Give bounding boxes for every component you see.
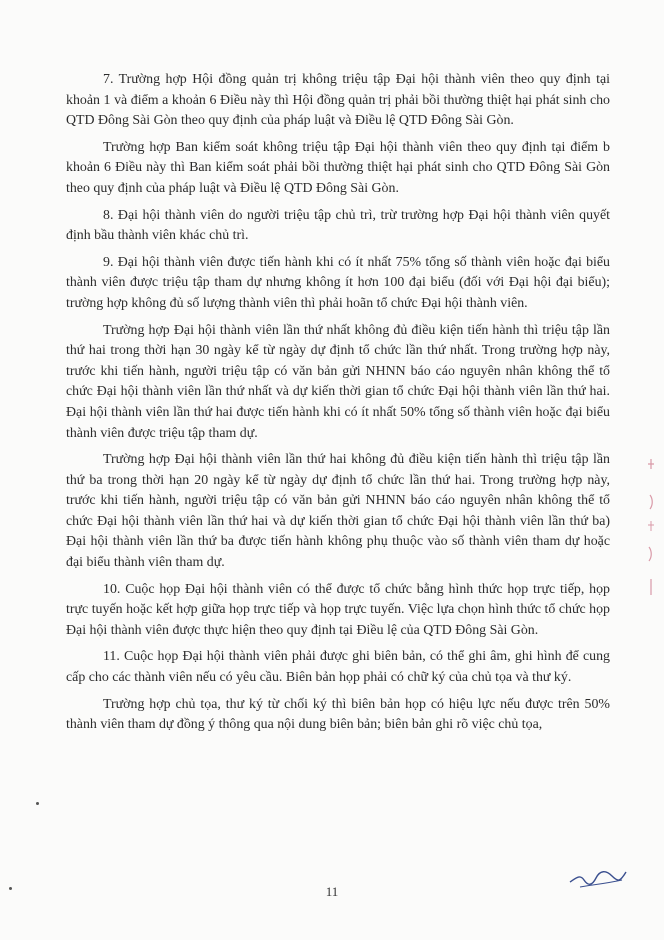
paragraph: 10. Cuộc họp Đại hội thành viên có thể được tổ chức bằng hình thức họp trực tiếp, họp trực tuyến hoặc kết hợp giữa họp trực tiếp và họp trực tuyến. Việc lựa chọn hình thức tổ chức họp Đại hội thành viên được thực hiện theo quy định tại Điều lệ của QTD Đông Sài Gòn. — [66, 581, 610, 638]
paragraph: Trường hợp Đại hội thành viên lần thứ hai không đủ điều kiện tiến hành thì triệu tập lần thứ ba trong thời hạn 20 ngày kể từ ngày dự định tổ chức lần thứ hai. Trong trường hợp này, trước khi tiến hành, người triệu tập có văn bản gửi NHNN báo cáo nguyên nhân không thể tổ chức Đại hội thành viên lần thứ hai và dự kiến thời gian tổ chức Đại hội thành viên lần thứ ba) Đại hội thành viên lần thứ ba được tiến hành không phụ thuộc vào số thành viên tham dự hoặc đại biểu thành viên tham dự. — [66, 452, 610, 571]
paragraph: 7. Trường hợp Hội đồng quản trị không triệu tập Đại hội thành viên theo quy định tại khoản 1 và điểm a khoản 6 Điều này thì Hội đồng quản trị phải bồi thường thiệt hại phát sinh cho QTD Đông Sài Gòn theo quy định của pháp luật và Điều lệ QTD Đông Sài Gòn. — [66, 72, 610, 129]
paragraph: 11. Cuộc họp Đại hội thành viên phải được ghi biên bản, có thể ghi âm, ghi hình để cung cấp cho các thành viên nếu có yêu cầu. Biên bản họp phải có chữ ký của chủ tọa và thư ký. — [66, 649, 610, 686]
paragraph: Trường hợp chủ tọa, thư ký từ chối ký thì biên bản họp có hiệu lực nếu được trên 50% thành viên tham dự đồng ý thông qua nội dung biên bản; biên bản ghi rõ việc chủ tọa, — [66, 696, 610, 733]
paragraph: Trường hợp Đại hội thành viên lần thứ nhất không đủ điều kiện tiến hành thì triệu tập lần thứ hai trong thời hạn 30 ngày kể từ ngày dự định tổ chức lần thứ nhất. Trong trường hợp này, trước khi tiến hành, người triệu tập có văn bản gửi NHNN báo cáo nguyên nhân không thể tổ chức Đại hội thành viên lần thứ nhất và dự kiến thời gian tổ chức Đại hội thành viên lần thứ hai. Đại hội thành viên lần thứ hai được tiến hành khi có ít nhất 50% tổng số thành viên hoặc đại biểu thành viên được triệu tập tham dự. — [66, 322, 610, 441]
scan-speck — [36, 802, 39, 805]
document-body — [66, 70, 610, 742]
edge-seal-fragment — [642, 455, 660, 605]
paragraph: 9. Đại hội thành viên được tiến hành khi có ít nhất 75% tổng số thành viên hoặc đại biểu thành viên được triệu tập tham dự nhưng không ít hơn 100 đại biểu (đối với Đại hội đại biểu); trường hợp không đủ số lượng thành viên thì phải hoãn tổ chức Đại hội thành viên. — [66, 254, 610, 311]
paragraph: 8. Đại hội thành viên do người triệu tập chủ trì, trừ trường hợp Đại hội thành viên quyết định bầu thành viên khác chủ trì. — [66, 207, 610, 244]
paragraph: Trường hợp Ban kiểm soát không triệu tập Đại hội thành viên theo quy định tại điểm b khoản 6 Điều này thì Ban kiểm soát phải bồi thường thiệt hại phát sinh cho QTD Đông Sài Gòn theo quy định của pháp luật và Điều lệ QTD Đông Sài Gòn. — [66, 139, 610, 196]
page-number: 11 — [325, 884, 339, 899]
